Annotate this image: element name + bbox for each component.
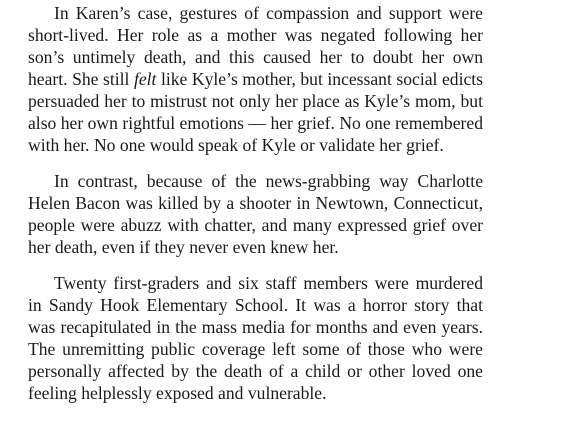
paragraph-charlotte: In contrast, because of the news-grabbing way Charlotte Helen Bacon was killed by a shooter in Newtown, Connecticut, people were abuzz with chatter, and many expressed grief over her death, even if they never even knew her. bbox=[28, 171, 483, 257]
emphasized-word-felt: felt bbox=[133, 69, 157, 89]
paragraph-sandy-hook: Twenty first-graders and six staff members were murdered in Sandy Hook Elementary School. It was a horror story that was recapitulated in the mass media for months and even years. The unremitting public coverage left some of those who were personally affected by the death of a child or other loved one feeling helplessly exposed and vulnerable. bbox=[28, 273, 483, 403]
book-page-text bbox=[28, 2, 483, 404]
paragraph-karen-after: like Kyle’s mother, but incessant social edicts persuaded her to mistrust not only her place as Kyle’s mom, but also her own rightful emotions — her grief. No one remembered with her. No one would speak of Kyle or validate her grief. bbox=[28, 69, 484, 155]
paragraph-karen bbox=[28, 2, 483, 156]
paragraph-karen-before: In Karen’s case, gestures of compassion and support were short-lived. Her role as a mother was negated following her son’s untimely death, and this caused her to doubt her own heart. She still bbox=[28, 3, 483, 89]
